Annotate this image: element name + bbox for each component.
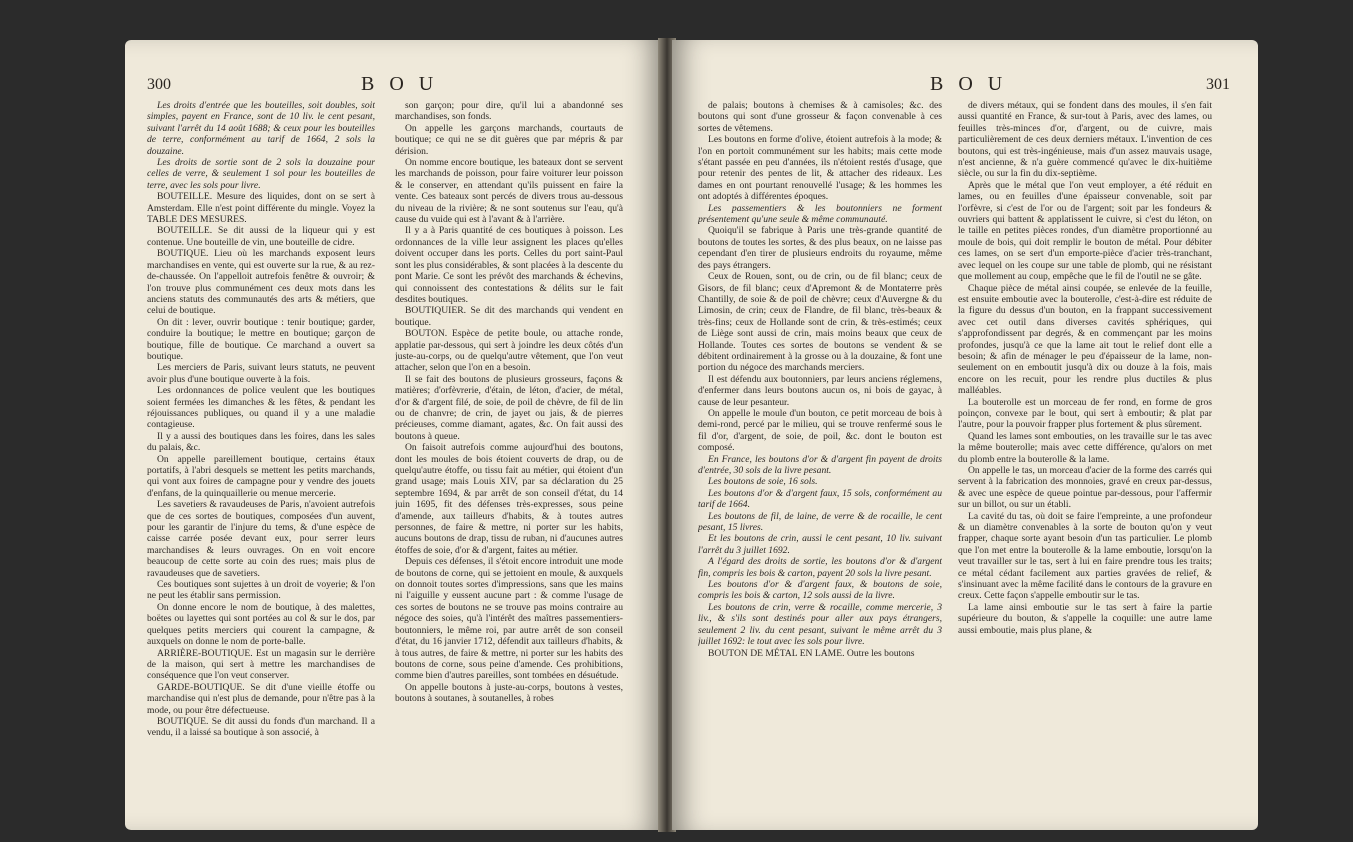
paragraph: de palais; boutons à chemises & à camisoles; &c. des boutons qui sont d'une grosseur & façon convenable à ces sortes de vêtemens. xyxy=(698,100,942,134)
paragraph: On appelle pareillement boutique, certains étaux portatifs, à l'abri desquels se mettent les petits marchands, qui vont aux foires de campagne pour y vendre des jouets d'enfans, de la quinquaillerie ou menue mercerie. xyxy=(147,453,375,499)
paragraph: Les boutons en forme d'olive, étoient autrefois à la mode; & l'on en portoit communément sur les habits; mais cette mode s'étant passée en peu d'années, ils n'étoient restés d'usage, que pour retenir des pentes de lit, & attacher des rideaux. Les dames en ont pourtant renouvellé l'usage; & les hommes les ont adoptés à différentes époques. xyxy=(698,134,942,203)
paragraph: Et les boutons de crin, aussi le cent pesant, 10 liv. suivant l'arrêt du 3 juillet 1692. xyxy=(698,533,942,556)
paragraph: Chaque pièce de métal ainsi coupée, se enlevée de la feuille, est ensuite emboutie avec la bouterolle, c'est-à-dire est réduite de la figure du dessus d'un bouton, en la frappant successivement avec cet outil dans diverses cavités sphériques, qui s'approfondissent par degrés, & en commençant par les moins profondes, jusqu'à ce que la lame ait tout le relief dont elle a besoin; & afin de ménager le peu d'épaisseur de la lame, non-seulement on en emboutit jusqu'à dix ou douze à la fois, mais encore on les recuit, pour les rendre plus ductiles & plus malléables. xyxy=(958,282,1212,397)
paragraph: GARDE-BOUTIQUE. Se dit d'une vieille étoffe ou marchandise qui n'est plus de demande, pour n'être pas à la mode, ou pour être défectueuse. xyxy=(147,681,375,716)
paragraph: On appelle boutons à juste-au-corps, boutons à vestes, boutons à soutanes, à soutanelles, à robes xyxy=(395,681,623,705)
left-header xyxy=(125,73,661,98)
paragraph: On faisoit autrefois comme aujourd'hui des boutons, dont les moules de bois étoient couverts de drap, ou de quelqu'autre étoffe, ou tissu fait au métier, qui étoient d'un grand usage; mais Louis XIV, par sa déclaration du 25 septembre 1694, & par arrêt de son conseil d'état, du 14 juin 1695, fit des défenses très-expresses, sous peine d'amende, aux tailleurs d'habits, & à toutes autres personnes, de faire & mettre, ni porter sur les habits, aucuns boutons de drap, tissu de ruban, ni d'aucunes autres étoffes de soie, d'or & d'argent, faites au métier. xyxy=(395,442,623,556)
paragraph: En France, les boutons d'or & d'argent fin payent de droits d'entrée, 30 sols de la livre pesant. xyxy=(698,453,942,476)
paragraph: On appelle les garçons marchands, courtauts de boutique; ce qui ne se dit guères que par mépris & par dérision. xyxy=(395,122,623,157)
paragraph: La lame ainsi emboutie sur le tas sert à faire la partie supérieure du bouton, & s'appelle la coquille: une autre lame aussi emboutie, mais plus plane, & xyxy=(958,601,1212,636)
right-page xyxy=(672,40,1258,830)
paragraph: La bouterolle est un morceau de fer rond, en forme de gros poinçon, convexe par le bout, qui sert à emboutir; & plat par l'autre, pour la pouvoir frapper plus fortement & plus sûrement. xyxy=(958,396,1212,431)
paragraph: Les savetiers & ravaudeuses de Paris, n'avoient autrefois que de ces sortes de boutiques, composées d'un auvent, pour les garantir de l'injure du tems, & d'une espèce de caisse carrée posée devant eux, pour serrer leurs marchandises & leurs ouvrages. On en voit encore beaucoup de cette sorte au coin des rues; mais plus de ravaudeuses que de savetiers. xyxy=(147,499,375,579)
paragraph: Il se fait des boutons de plusieurs grosseurs, façons & matières; d'orfèvrerie, d'étain, de léton, d'acier, de métal, d'or & d'argent filé, de soie, de poil de chèvre, de fil de lin ou de chanvre; de crin, de jayet ou jais, & de pierres précieuses, comme diamant, agates, &c. On fait aussi des boutons à queue. xyxy=(395,373,623,442)
paragraph: On appelle le moule d'un bouton, ce petit morceau de bois à demi-rond, percé par le milieu, qui se trouve renfermé sous le fil d'or, d'argent, de soie, de poil, &c. dont le bouton est composé. xyxy=(698,407,942,454)
paragraph: ARRIÈRE-BOUTIQUE. Est un magasin sur le derrière de la maison, qui sert à mettre les marchandises de conséquence que l'on veut conserver. xyxy=(147,647,375,682)
left-page xyxy=(125,40,661,830)
paragraph: Ces boutiques sont sujettes à un droit de voyerie; & l'on ne peut les établir sans permission. xyxy=(147,579,375,602)
paragraph: Quoiqu'il se fabrique à Paris une très-grande quantité de boutons de toutes les sortes, & des plus beaux, on ne laisse pas cependant d'en tirer de plusieurs endroits du royaume, même des pays étrangers. xyxy=(698,225,942,271)
paragraph: son garçon; pour dire, qu'il lui a abandonné ses marchandises, son fonds. xyxy=(395,100,623,123)
page-number: 301 xyxy=(1206,76,1230,93)
paragraph: BOUTIQUIER. Se dit des marchands qui vendent en boutique. xyxy=(395,305,623,328)
paragraph: BOUTIQUE. Se dit aussi du fonds d'un marchand. Il a vendu, il a laissé sa boutique à son associé, à xyxy=(147,715,375,739)
paragraph: de divers métaux, qui se fondent dans des moules, il s'en fait aussi quantité en France, & sur-tout à Paris, avec des lames, ou feuilles très-minces d'or, d'argent, ou de cuivre, mais particulièrement de ces deux derniers métaux. L'invention de ces boutons, qui est très-ingénieuse, mais d'un assez mauvais usage, n'est ancienne, & n'a guère commencé qu'avec le dix-huitième siècle, ou sur la fin du dix-septième. xyxy=(958,100,1212,180)
paragraph: Les boutons de crin, verre & rocaille, comme mercerie, 3 liv., & s'ils sont destinés pour aller aux pays étrangers, seulement 2 liv. du cent pesant, suivant le même arrêt du 3 juillet 1692: le tout avec les sols pour livre. xyxy=(698,601,942,648)
running-head: B O U xyxy=(930,73,1008,95)
paragraph: Les droits de sortie sont de 2 sols la douzaine pour celles de verre, & seulement 1 sol pour les bouteilles de terre, avec les sols pour livre. xyxy=(147,157,375,191)
paragraph: Les merciers de Paris, suivant leurs statuts, ne peuvent avoir plus d'une boutique ouverte à la fois. xyxy=(147,362,375,385)
right-page-column-1 xyxy=(698,100,942,830)
paragraph: A l'égard des droits de sortie, les boutons d'or & d'argent fin, compris les bois & carton, payent 20 sols la livre pesant. xyxy=(698,556,942,579)
paragraph: On appelle le tas, un morceau d'acier de la forme des carrés qui servent à la fabrication des monnoies, gravé en creux par-dessus, & avec une espèce de queue pointue par-dessous, pour l'affermir sur un billot, ou sur un établi. xyxy=(958,465,1212,511)
right-page-column-2 xyxy=(958,100,1212,830)
left-page-column-1 xyxy=(147,100,375,830)
paragraph: On donne encore le nom de boutique, à des malettes, boëtes ou layettes qui sont portées au col & sur le dos, par quelques petits merciers qui courent la campagne, & auxquels on donne le nom de porte-balle. xyxy=(147,601,375,648)
paragraph: Il y a à Paris quantité de ces boutiques à poisson. Les ordonnances de la ville leur assignent les places qu'elles doivent occuper dans les ports. Celles du port saint-Paul sont les plus considérables, & sont placées à la descente du pont Marie. Ce sont les prévôt des marchands & échevins, qui connoissent des contestations & délits sur le fait desdites boutiques. xyxy=(395,225,623,305)
paragraph: Il est défendu aux boutonniers, par leurs anciens réglemens, d'enfermer dans leurs boutons aucun os, ni bois de gayac, à cause de leur pesanteur. xyxy=(698,373,942,408)
paragraph: Ceux de Rouen, sont, ou de crin, ou de fil blanc; ceux de Gisors, de fil blanc; ceux d'Apremont & de Montaterre près Chantilly, de soie & de poil de chèvre; ceux d'Auvergne & du Limosin, de crin; ceux de Flandre, de fil blanc, très-beaux & très-fins; ceux de Hollande sont de crin, & très-estimés; ceux de Liège sont aussi de crin, mais moins beaux que ceux de Hollande. Toutes ces sortes de boutons se vendent & se débitent ordinairement à la grosse ou à la douzaine, & font une portion du négoce des marchands merciers. xyxy=(698,271,942,374)
paragraph: BOUTON. Espèce de petite boule, ou attache ronde, applatie par-dessous, qui sert à joindre les deux côtés d'un juste-au-corps, ou de quelqu'autre vêtement, que l'on veut attacher, selon que l'on en a besoin. xyxy=(395,328,623,374)
running-head: B O U xyxy=(361,73,439,95)
paragraph: Les boutons de fil, de laine, de verre & de rocaille, le cent pesant, 15 livres. xyxy=(698,510,942,534)
paragraph: Après que le métal que l'on veut employer, a été réduit en lames, ou en feuilles d'une épaisseur convenable, soit par l'orfèvre, si c'est de l'or ou de l'argent; soit par les fondeurs & ouvriers qui battent & applatissent le cuivre, si c'est du léton, on le taille en petites pièces rondes, d'un diamètre proportionné au moule de bois, qui doit remplir le bouton de métal. Pour débiter ces lames, on se sert d'un emporte-pièce d'acier très-tranchant, avec lequel on les coupe sur une table de plomb, qui ne résistant que mollement au coup, empêche que le fil de l'outil ne se gâte. xyxy=(958,179,1212,283)
paragraph: Les boutons de soie, 16 sols. xyxy=(708,476,818,488)
paragraph: Depuis ces défenses, il s'étoit encore introduit une mode de boutons de corne, qui se jettoient en moule, & auxquels on donnoit toutes sortes d'impressions, sans que les mains ni l'aiguille y eussent aucune part : & comme l'usage de ces sortes de boutons ne se trouve pas moins contraire au négoce des soies, qu'à l'intérêt des maîtres passementiers-boutonniers, le même roi, par autre arrêt de son conseil d'état, du 16 janvier 1712, défendit aux tailleurs d'habits, & à tous autres, de faire & mettre, ni porter sur les habits des boutons de corne, sous peine d'amende. Ces prohibitions, comme bien d'autres pareilles, sont tombées en désuétude. xyxy=(395,556,623,682)
page-number: 300 xyxy=(147,76,171,93)
paragraph: BOUTEILLE. Mesure des liquides, dont on se sert à Amsterdam. Elle n'est point différente du mingle. Voyez la TABLE DES MESURES. xyxy=(147,191,375,226)
paragraph: Les passementiers & les boutonniers ne forment présentement qu'une seule & même communauté. xyxy=(698,202,942,226)
paragraph: On nomme encore boutique, les bateaux dont se servent les marchands de poisson, pour faire voiturer leur poisson & le conserver, en attendant qu'ils puissent en faire la vente. Ces bateaux sont percés de divers trous au-dessous du niveau de la rivière; & ne sont soutenus sur l'eau, qu'à cause du vuide qui est à l'avant & à l'arrière. xyxy=(395,157,623,226)
paragraph: On dit : lever, ouvrir boutique : tenir boutique; garder, conduire la boutique; le mettre en boutique; garçon de boutique, fille de boutique. Ce marchand a ouvert sa boutique. xyxy=(147,316,375,362)
paragraph: BOUTON DE MÉTAL EN LAME. Outre les boutons xyxy=(708,647,915,659)
paragraph: BOUTIQUE. Lieu où les marchands exposent leurs marchandises en vente, qui est ouverte sur la rue, & au rez-de-chaussée. On l'appelloit autrefois fenêtre & ouvroir; & l'on trouve plus communément ces deux mots dans les anciens statuts des communautés des arts & métiers, que celui de boutique. xyxy=(147,248,375,317)
paragraph: Il y a aussi des boutiques dans les foires, dans les sales du palais, &c. xyxy=(147,430,375,454)
paragraph: La cavité du tas, où doit se faire l'empreinte, a une profondeur & un diamètre convenables à la sorte de bouton qu'on y veut frapper, chaque sorte ayant besoin d'un tas particulier. Le plomb que l'on met entre la bouterolle & la lame emboutie, lorsqu'on la veut travailler sur le tas, sert à lui en faire prendre tous les traits; ce métal cédant facilement aux parties gravées de relief, & s'insinuant avec la même facilité dans le contours de la gravure en creux. Cette façon s'appelle emboutir sur le tas. xyxy=(958,510,1212,602)
paragraph: Les boutons d'or & d'argent faux, & boutons de soie, compris les bois & carton, 12 sols aussi de la livre. xyxy=(698,579,942,602)
paragraph: Quand les lames sont embouties, on les travaille sur le tas avec la même bouterolle; mais avec cette différence, qu'alors on met du plomb entre la bouterolle & la lame. xyxy=(958,430,1212,465)
paragraph: Les boutons d'or & d'argent faux, 15 sols, conformément au tarif de 1664. xyxy=(698,487,942,511)
right-header xyxy=(672,73,1258,98)
left-page-column-2 xyxy=(395,100,623,830)
paragraph: Les droits d'entrée que les bouteilles, soit doubles, soit simples, payent en France, sont de 10 liv. le cent pesant, suivant l'arrêt du 14 août 1688; & ceux pour les bouteilles de terre, conformément au tarif de 1664, 2 sols la douzaine. xyxy=(147,100,375,157)
paragraph: Les ordonnances de police veulent que les boutiques soient fermées les dimanches & les fêtes, & pendant les réjouissances publiques, ou quand il y a une maladie contagieuse. xyxy=(147,385,375,431)
paragraph: BOUTEILLE. Se dit aussi de la liqueur qui y est contenue. Une bouteille de vin, une bouteille de cidre. xyxy=(147,225,375,248)
